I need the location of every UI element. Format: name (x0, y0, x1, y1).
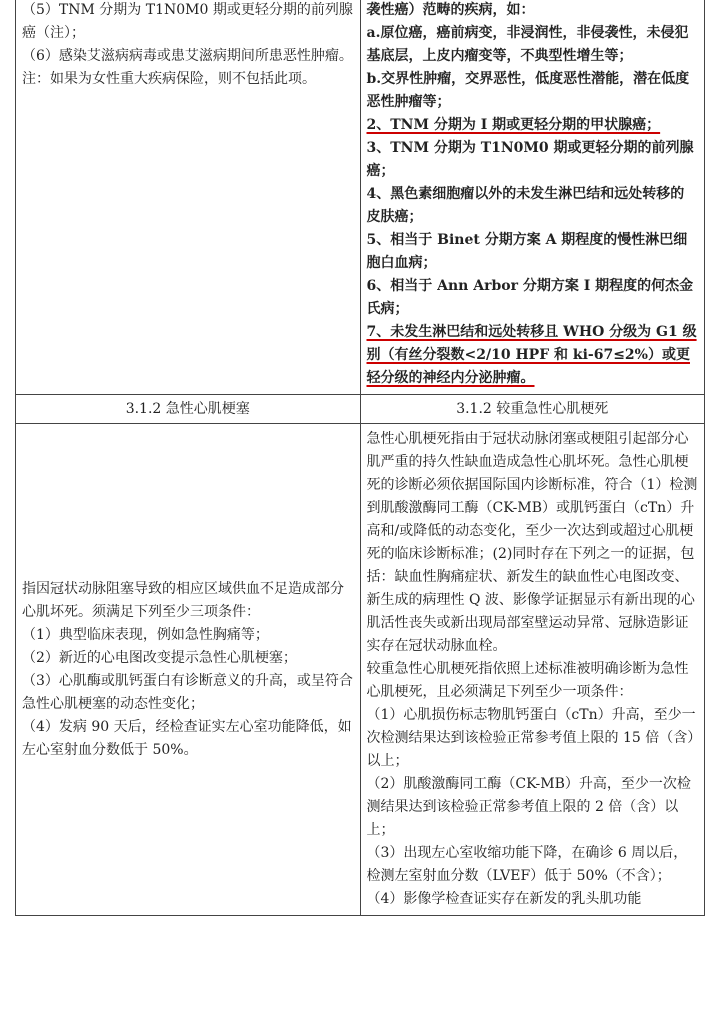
top-right-line (367, 321, 699, 390)
bottom-left-line: （4）发病 90 天后，经检查证实左心室功能降低，如左心室射血分数低于 50%。 (22, 718, 352, 758)
table-row-header (16, 395, 705, 424)
underlined-line-text: 2、TNM 分期为 I 期或更轻分期的甲状腺癌； (366, 117, 661, 133)
comparison-table (15, 0, 705, 916)
bottom-right-line: （1）心肌损伤标志物肌钙蛋白（cTn）升高，至少一次检测结果达到该检验正常参考值上限的 15 倍（含）以上； (366, 707, 696, 769)
bottom-left-line: 指因冠状动脉阻塞导致的相应区域供血不足造成部分心肌坏死。须满足下列至少三项条件： (22, 580, 344, 620)
line-text: 6、相当于 Ann Arbor 分期方案 I 期程度的何杰金氏病； (366, 278, 694, 317)
top-right-line (367, 68, 699, 114)
table-row-bottom (16, 424, 705, 916)
top-right-line (367, 183, 699, 229)
line-text: 5、相当于 Binet 分期方案 A 期程度的慢性淋巴细胞白血病； (366, 232, 688, 271)
bottom-right-line: （2）肌酸激酶同工酶（CK-MB）升高，至少一次检测结果达到该检验正常参考值上限的 2 倍（含）以上； (366, 776, 691, 838)
top-left-line: 注：如果为女性重大疾病保险，则不包括此项。 (22, 71, 316, 87)
header-left-cell: 3.1.2 急性心肌梗塞 (16, 395, 361, 424)
bottom-right-cell (360, 424, 705, 916)
underlined-line-text: 7、未发生淋巴结和远处转移且 WHO 分级为 G1 级别（有丝分裂数<2/10 HPF 和 ki-67≤2%）或更轻分级的神经内分泌肿瘤。 (366, 324, 697, 386)
bottom-left-line: （2）新近的心电图改变提示急性心肌梗塞； (22, 649, 297, 666)
top-right-line (367, 275, 699, 321)
line-text: 袭性癌）范畴的疾病，如： (366, 2, 535, 18)
top-left-cell (16, 0, 361, 395)
bottom-right-line: （4）影像学检查证实存在新发的乳头肌功能 (366, 891, 642, 907)
top-left-line: （5）TNM 分期为 T1N0M0 期或更轻分期的前列腺癌（注）； (22, 2, 353, 41)
bottom-left-cell (16, 424, 361, 916)
top-right-line (367, 114, 699, 137)
top-right-line (367, 0, 699, 22)
top-right-line (367, 22, 699, 68)
top-right-line (367, 229, 699, 275)
line-text: 3、TNM 分期为 T1N0M0 期或更轻分期的前列腺癌； (366, 140, 694, 179)
header-right-cell: 3.1.2 较重急性心肌梗死 (360, 395, 705, 424)
top-left-line: （6）感染艾滋病病毒或患艾滋病期间所患恶性肿瘤。 (22, 48, 353, 64)
line-text: a.原位癌，癌前病变，非浸润性，非侵袭性，未侵犯基底层，上皮内瘤变等，不典型性增生等； (366, 25, 689, 64)
bottom-right-line: （3）出现左心室收缩功能下降，在确诊 6 周以后，检测左室射血分数（LVEF）低于 50%（不含）； (366, 845, 688, 884)
bottom-left-line: （1）典型临床表现，例如急性胸痛等； (22, 626, 269, 643)
table-row-top (16, 0, 705, 395)
bottom-left-line: （3）心肌酶或肌钙蛋白有诊断意义的升高，或呈符合急性心肌梗塞的动态性变化； (22, 672, 353, 712)
line-text: 4、黑色素细胞瘤以外的未发生淋巴结和远处转移的皮肤癌； (366, 186, 685, 225)
bottom-right-line: 急性心肌梗死指由于冠状动脉闭塞或梗阻引起部分心肌严重的持久性缺血造成急性心肌坏死。急性心肌梗死的诊断必须依据国际国内诊断标准，符合（1）检测到肌酸激酶同工酶（CK-MB）或肌钙蛋白（cTn）升高和/或降低的动态变化，至少一次达到或超过心肌梗死的临床诊断标准；(2)同时存在下列之一的证据，包括：缺血性胸痛症状、新发生的缺血性心电图改变、新生成的病理性 Q 波、影像学证据显示有新出现的心肌活性丧失或新出现局部室壁运动异常、冠脉造影证实存在冠状动脉血栓。 (366, 431, 698, 654)
top-right-line (367, 137, 699, 183)
line-text: b.交界性肿瘤，交界恶性，低度恶性潜能，潜在低度恶性肿瘤等； (366, 71, 690, 110)
top-right-cell (360, 0, 705, 395)
bottom-right-line: 较重急性心肌梗死指依照上述标准被明确诊断为急性心肌梗死，且必须满足下列至少一项条件： (366, 661, 689, 700)
